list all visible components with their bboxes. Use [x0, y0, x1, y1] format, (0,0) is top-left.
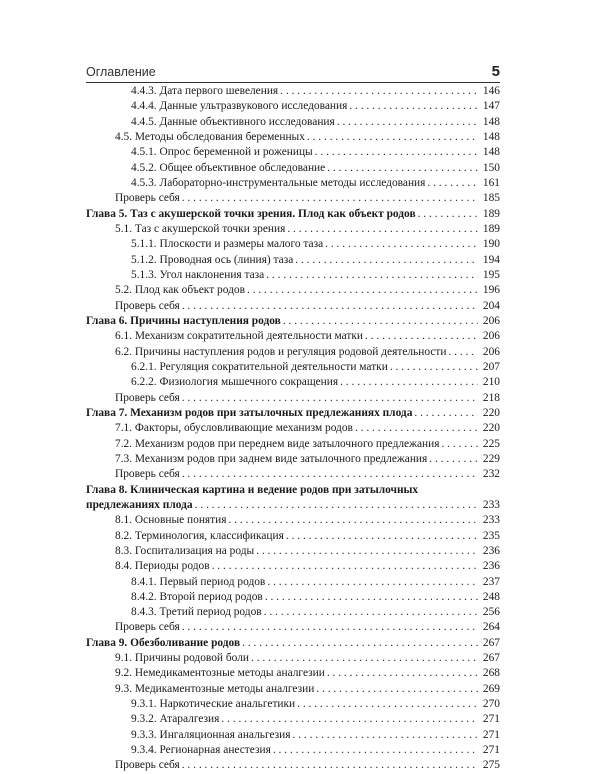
toc-leader-dots [247, 283, 478, 298]
toc-entry-title: 9.3.1. Наркотические анальгетики [131, 698, 296, 711]
toc-chapter-title-line: Глава 8. Клиническая картина и ведение родов при затылочных [86, 483, 419, 496]
toc-entry[interactable] [86, 529, 500, 544]
toc-leader-dots [414, 406, 478, 421]
toc-entry-title: 4.5.3. Лабораторно-инструментальные методы исследования [131, 176, 426, 189]
toc-leader-dots [266, 268, 478, 283]
toc-leader-dots [441, 437, 478, 452]
toc-leader-dots [242, 636, 478, 651]
toc-review-entry[interactable] [86, 299, 500, 314]
toc-leader-dots [307, 130, 478, 145]
toc-entry-title: 8.3. Госпитализация на роды [115, 544, 255, 557]
toc-leader-dots [427, 176, 478, 191]
toc-entry-page: 271 [482, 744, 500, 757]
toc-review-entry[interactable] [86, 191, 500, 206]
toc-chapter-entry[interactable] [86, 498, 500, 513]
toc-entry[interactable] [86, 84, 500, 99]
toc-chapter-entry[interactable] [86, 406, 500, 421]
toc-entry-page: 232 [482, 468, 500, 481]
toc-leader-dots [195, 498, 478, 513]
toc-entry-title: 4.5.1. Опрос беременной и роженицы [131, 146, 313, 159]
toc-entry-page: 270 [482, 698, 500, 711]
toc-entry[interactable] [86, 590, 500, 605]
toc-entry-title: 9.3.3. Ингаляционная анальгезия [131, 728, 291, 741]
toc-entry-title: Проверь себя [115, 759, 180, 772]
toc-entry[interactable] [86, 161, 500, 176]
toc-entry-page: 233 [482, 498, 500, 511]
toc-leader-dots [256, 544, 478, 559]
toc-entry[interactable] [86, 130, 500, 145]
toc-leader-dots [287, 222, 478, 237]
toc-entry-title: 9.3. Медикаментозные методы аналгезии [115, 682, 315, 695]
toc-entry[interactable] [86, 513, 500, 528]
toc-entry[interactable] [86, 360, 500, 375]
toc-leader-dots [182, 620, 478, 635]
toc-entry-page: 220 [482, 422, 500, 435]
toc-leader-dots [325, 237, 478, 252]
toc-entry-title: 4.5.2. Общее объективное обследование [131, 161, 326, 174]
toc-entry-page: 267 [482, 652, 500, 665]
toc-entry-page: 185 [482, 192, 500, 205]
toc-entry-page: 267 [482, 636, 500, 649]
toc-entry[interactable] [86, 651, 500, 666]
toc-entry-page: 146 [482, 85, 500, 97]
toc-entry[interactable] [86, 253, 500, 268]
toc-chapter-entry[interactable] [86, 314, 500, 329]
toc-entry-page: 194 [482, 253, 500, 266]
toc-entry-page: 220 [482, 406, 500, 419]
toc-entry-page: 275 [482, 759, 500, 772]
toc-review-entry[interactable] [86, 467, 500, 482]
toc-entry-page: 235 [482, 529, 500, 542]
toc-entry[interactable] [86, 345, 500, 360]
toc-entry-title: 7.3. Механизм родов при заднем виде затылочного предлежания [115, 452, 428, 465]
toc-entry-page: 148 [482, 115, 500, 128]
toc-entry-title: 7.2. Механизм родов при переднем виде затылочного предлежания [115, 437, 440, 450]
toc-leader-dots [327, 161, 478, 176]
toc-entry-page: 148 [482, 130, 500, 143]
toc-entry-page: 206 [482, 345, 500, 358]
toc-entry-title: 8.4.2. Второй период родов [131, 590, 263, 603]
toc-entry-title: 8.4.1. Первый период родов [131, 575, 266, 588]
toc-entry-title: Проверь себя [115, 192, 180, 205]
toc-entry-title: 7.1. Факторы, обусловливающие механизм родов [115, 422, 353, 435]
toc-entry-title: 9.3.2. Атаралгезия [131, 713, 220, 726]
toc-leader-dots [280, 84, 478, 99]
toc-entry[interactable] [86, 329, 500, 344]
toc-entry[interactable] [86, 375, 500, 390]
toc-entry-page: 190 [482, 238, 500, 251]
toc-entry-page: 236 [482, 544, 500, 557]
toc-entry-page: 271 [482, 728, 500, 741]
toc-entry-title: 5.1.1. Плоскости и размеры малого таза [131, 238, 324, 251]
toc-entry-page: 147 [482, 100, 500, 113]
toc-entry-title: 6.2.1. Регуляция сократительной деятельности матки [131, 360, 388, 373]
toc-entry[interactable] [86, 283, 500, 298]
toc-entry-page: 248 [482, 590, 500, 603]
toc-entry[interactable] [86, 559, 500, 574]
toc-leader-dots [182, 467, 478, 482]
toc-entry-page: 264 [482, 621, 500, 634]
toc-entry-title: 9.2. Немедикаментозные методы аналгезии [115, 667, 325, 680]
toc-entry[interactable] [86, 743, 500, 758]
toc-leader-dots [212, 559, 478, 574]
toc-entry-page: 189 [482, 207, 500, 220]
toc-entry-page: 206 [482, 314, 500, 327]
toc-leader-dots [273, 743, 478, 758]
toc-review-entry[interactable] [86, 758, 500, 773]
toc-entry[interactable] [86, 605, 500, 620]
toc-leader-dots [182, 758, 478, 773]
toc-entry-title: 4.4.3. Дата первого шевеления [131, 85, 279, 97]
toc-leader-dots [349, 99, 478, 114]
toc-entry-page: 256 [482, 606, 500, 619]
toc-entry[interactable] [86, 176, 500, 191]
toc-entry-page: 237 [482, 575, 500, 588]
toc-entry-title: 4.4.4. Данные ультразвукового исследования [131, 100, 348, 113]
toc-entry-page: 271 [482, 713, 500, 726]
toc-leader-dots [293, 728, 478, 743]
toc-entry[interactable] [86, 268, 500, 283]
toc-entry-title: 4.5. Методы обследования беременных [115, 130, 305, 143]
toc-entry-page: 210 [482, 376, 500, 389]
toc-entry[interactable] [86, 421, 500, 436]
toc-entry-page: 204 [482, 299, 500, 312]
toc-entry[interactable] [86, 99, 500, 114]
toc-leader-dots [286, 529, 478, 544]
toc-entry-title: Проверь себя [115, 621, 180, 634]
toc-entry-title: 8.4.3. Третий период родов [131, 606, 262, 619]
toc-leader-dots [221, 712, 478, 727]
toc-entry-title: 9.1. Причины родовой боли [115, 652, 249, 665]
toc-entry-title: 6.2. Причины наступления родов и регуляция родовой деятельности [115, 345, 447, 358]
toc-entry-title: 5.1.2. Проводная ось (линия) таза [131, 253, 294, 266]
toc-entry-title: Проверь себя [115, 468, 180, 481]
running-header [86, 62, 500, 84]
toc-entry-title: 6.1. Механизм сократительной деятельности матки [115, 330, 364, 343]
toc-entry[interactable] [86, 437, 500, 452]
toc-entry-title: 5.1.3. Угол наклонения таза [131, 268, 265, 281]
toc-entry-page: 269 [482, 682, 500, 695]
toc-leader-dots [251, 651, 478, 666]
toc-entry-title: 8.1. Основные понятия [115, 514, 227, 527]
toc-entry-page: 268 [482, 667, 500, 680]
page-number: 5 [491, 63, 500, 80]
toc-leader-dots [355, 421, 478, 436]
toc-entry-title: 8.2. Терминология, классификация [115, 529, 284, 542]
toc-entry[interactable] [86, 452, 500, 467]
toc-leader-dots [228, 513, 478, 528]
toc-entry[interactable] [86, 222, 500, 237]
toc-entry[interactable] [86, 682, 500, 697]
toc-leader-dots [283, 314, 478, 329]
toc-entry-title: Глава 7. Механизм родов при затылочных предлежаниях плода [86, 406, 413, 419]
toc-entry-page: 236 [482, 560, 500, 573]
toc-leader-dots [340, 375, 478, 390]
toc-leader-dots [265, 590, 478, 605]
toc-entry-title: 8.4. Периоды родов [115, 560, 210, 573]
toc-leader-dots [267, 575, 478, 590]
toc-entry-page: 225 [482, 437, 500, 450]
toc-entry-title: 5.2. Плод как объект родов [115, 284, 245, 297]
toc-leader-dots [295, 253, 478, 268]
toc-entry-page: 207 [482, 360, 500, 373]
toc-chapter-entry[interactable] [86, 207, 500, 222]
toc-leader-dots [429, 452, 478, 467]
toc-entry-page: 148 [482, 146, 500, 159]
toc-entry-title: 6.2.2. Физиология мышечного сокращения [131, 376, 339, 389]
toc-entry[interactable] [86, 544, 500, 559]
toc-entry[interactable] [86, 237, 500, 252]
toc-entry-title: Проверь себя [115, 391, 180, 404]
toc-entry-page: 150 [482, 161, 500, 174]
toc-entry-title: предлежаниях плода [86, 498, 193, 511]
toc-entry[interactable] [86, 728, 500, 743]
toc-entry-page: 218 [482, 391, 500, 404]
table-of-contents [86, 84, 500, 774]
toc-leader-dots [316, 682, 478, 697]
section-title: Оглавление [86, 65, 156, 79]
toc-leader-dots [365, 329, 478, 344]
toc-leader-dots [418, 207, 478, 222]
toc-entry[interactable] [86, 145, 500, 160]
toc-leader-dots [327, 666, 478, 681]
header-rule [86, 82, 500, 83]
toc-entry-page: 189 [482, 222, 500, 235]
toc-entry-page: 229 [482, 452, 500, 465]
toc-leader-dots [390, 360, 478, 375]
toc-leader-dots [448, 345, 478, 360]
toc-entry-title: 9.3.4. Регионарная анестезия [131, 744, 271, 757]
toc-review-entry[interactable] [86, 391, 500, 406]
toc-entry-title: 4.4.5. Данные объективного исследования [131, 115, 335, 128]
toc-entry-page: 206 [482, 330, 500, 343]
toc-entry[interactable] [86, 575, 500, 590]
toc-entry-title: Глава 9. Обезболивание родов [86, 636, 241, 649]
toc-entry-title: 5.1. Таз с акушерской точки зрения [115, 222, 286, 235]
toc-leader-dots [315, 145, 478, 160]
toc-entry[interactable] [86, 697, 500, 712]
toc-entry-title: Глава 5. Таз с акушерской точки зрения. Плод как объект родов [86, 207, 416, 220]
toc-leader-dots [182, 299, 478, 314]
toc-entry-page: 195 [482, 268, 500, 281]
toc-entry[interactable] [86, 666, 500, 681]
toc-review-entry[interactable] [86, 620, 500, 635]
toc-entry-page: 161 [482, 176, 500, 189]
toc-leader-dots [337, 115, 478, 130]
toc-entry-page: 196 [482, 284, 500, 297]
toc-leader-dots [264, 605, 478, 620]
toc-entry[interactable] [86, 712, 500, 727]
toc-entry[interactable] [86, 115, 500, 130]
toc-leader-dots [182, 391, 478, 406]
toc-leader-dots [182, 191, 478, 206]
toc-leader-dots [297, 697, 478, 712]
toc-chapter-entry[interactable] [86, 636, 500, 651]
toc-entry-title: Проверь себя [115, 299, 180, 312]
toc-entry-page: 233 [482, 514, 500, 527]
toc-entry-title: Глава 6. Причины наступления родов [86, 314, 281, 327]
